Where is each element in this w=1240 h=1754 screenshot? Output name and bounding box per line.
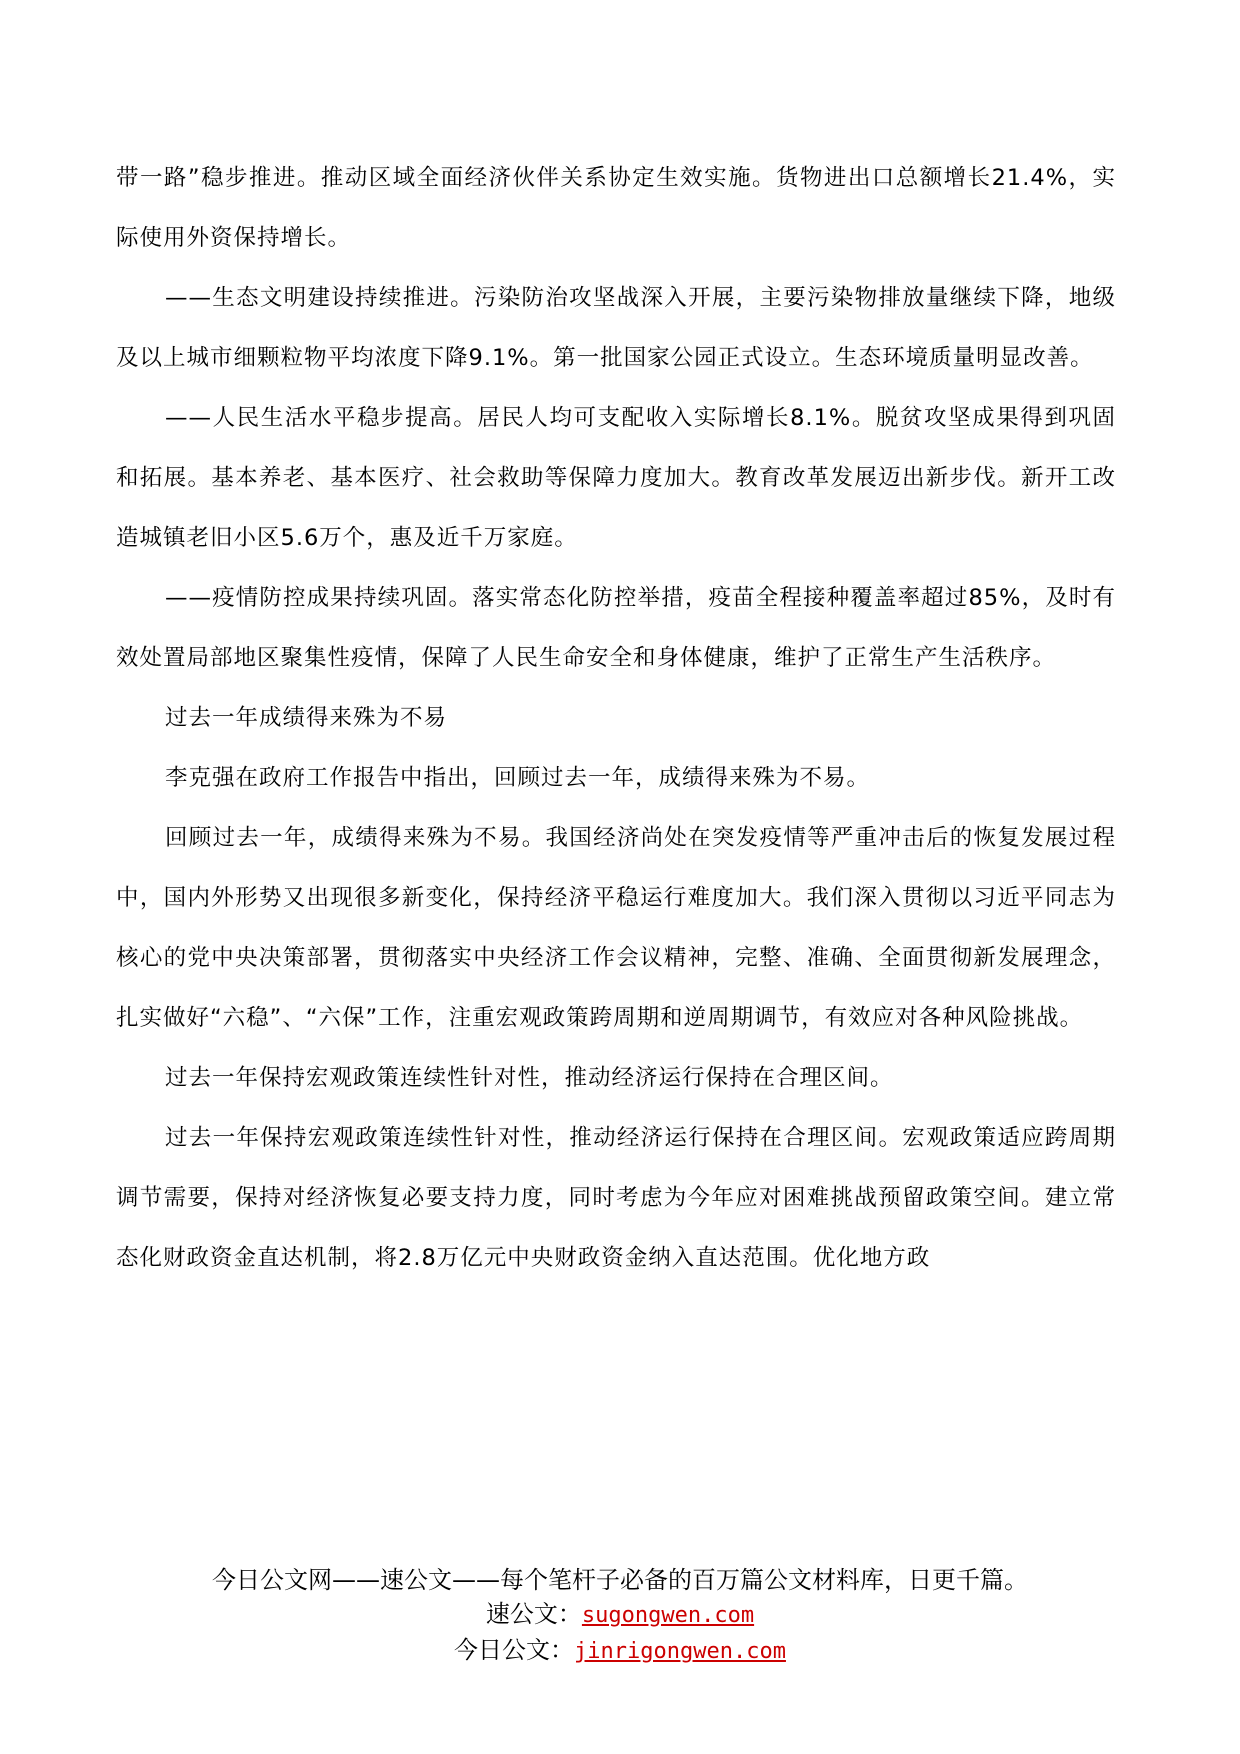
footer-link-line-jinrigongwen (0, 1633, 1240, 1669)
footer-link-label: 今日公文： (454, 1636, 575, 1664)
paragraph: 回顾过去一年，成绩得来殊为不易。我国经济尚处在突发疫情等严重冲击后的恢复发展过程中，国内外形势又出现很多新变化，保持经济平稳运行难度加大。我们深入贯彻以习近平同志为核心的党中央决策部署，贯彻落实中央经济工作会议精神，完整、准确、全面贯彻新发展理念，扎实做好“六稳”、“六保”工作，注重宏观政策跨周期和逆周期调节，有效应对各种风险挑战。 (116, 825, 1116, 1031)
jinrigongwen-link[interactable]: jinrigongwen.com (574, 1639, 786, 1664)
footer-slogan: 今日公文网——速公文——每个笔杆子必备的百万篇公文材料库，日更千篇。 (212, 1566, 1028, 1594)
sugongwen-link[interactable]: sugongwen.com (581, 1603, 755, 1628)
paragraph: ——人民生活水平稳步提高。居民人均可支配收入实际增长8.1%。脱贫攻坚成果得到巩固和拓展。基本养老、基本医疗、社会救助等保障力度加大。教育改革发展迈出新步伐。新开工改造城镇老旧小区5.6万个，惠及近千万家庭。 (116, 405, 1116, 551)
paragraph: ——生态文明建设持续推进。污染防治攻坚战深入开展，主要污染物排放量继续下降，地级及以上城市细颗粒物平均浓度下降9.1%。第一批国家公园正式设立。生态环境质量明显改善。 (116, 285, 1116, 371)
paragraph: 过去一年保持宏观政策连续性针对性，推动经济运行保持在合理区间。 (165, 1065, 894, 1091)
paragraph: 带一路”稳步推进。推动区域全面经济伙伴关系协定生效实施。货物进出口总额增长21.4%，实际使用外资保持增长。 (116, 165, 1116, 251)
paragraph: 过去一年保持宏观政策连续性针对性，推动经济运行保持在合理区间。宏观政策适应跨周期调节需要，保持对经济恢复必要支持力度，同时考虑为今年应对困难挑战预留政策空间。建立常态化财政资金直达机制，将2.8万亿元中央财政资金纳入直达范围。优化地方政 (116, 1125, 1116, 1271)
section-heading: 过去一年成绩得来殊为不易 (165, 705, 448, 731)
paragraph: 李克强在政府工作报告中指出，回顾过去一年，成绩得来殊为不易。 (165, 765, 871, 791)
footer-link-line-sugongwen (0, 1597, 1240, 1633)
page-footer (0, 1563, 1240, 1669)
paragraph: ——疫情防控成果持续巩固。落实常态化防控举措，疫苗全程接种覆盖率超过85%，及时有效处置局部地区聚集性疫情，保障了人民生命安全和身体健康，维护了正常生产生活秩序。 (116, 585, 1116, 671)
document-body (116, 148, 1116, 1288)
footer-link-label: 速公文： (485, 1600, 582, 1628)
